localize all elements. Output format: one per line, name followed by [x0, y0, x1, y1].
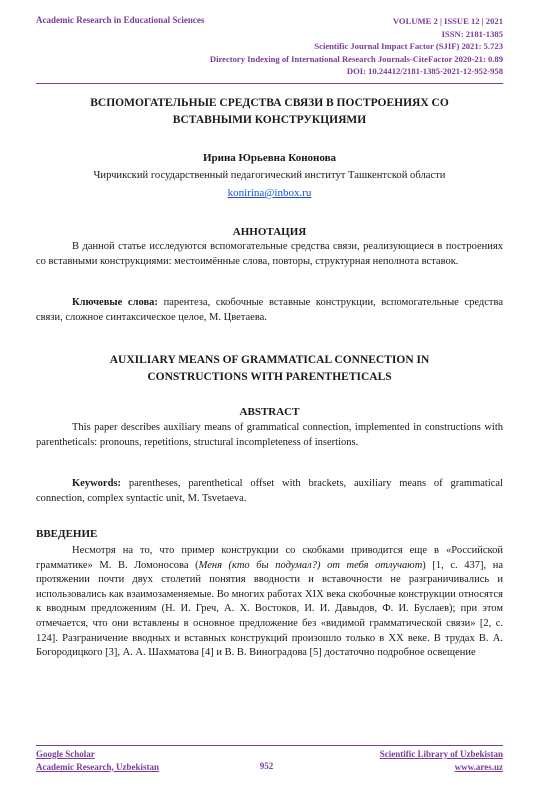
- abstract-text: This paper describes auxiliary means of grammatical connection, implemented in constructions with parentheticals: pronouns, repetitions, structural incompleteness of insertions.: [36, 422, 503, 448]
- author-email-row: [36, 185, 503, 201]
- keywords-ru-label: Ключевые слова:: [72, 297, 158, 308]
- impact-factor: Scientific Journal Impact Factor (SJIF) 2021: 5.723: [314, 41, 503, 51]
- scientific-library-link[interactable]: Scientific Library of Uzbekistan: [379, 749, 503, 759]
- abstract-body: [36, 421, 503, 450]
- indexing-info: Directory Indexing of International Research Journals-CiteFactor 2020-21: 0.89: [209, 53, 503, 64]
- keywords-en-list: parentheses, parenthetical offset with brackets, auxiliary means of grammatical connection, complex syntactic unit, M. Tsvetaeva.: [36, 478, 503, 504]
- author-affiliation: Чирчикский государственный педагогический институт Ташкентской области: [93, 170, 446, 181]
- issn: ISSN: 2181-1385: [441, 28, 503, 39]
- title-en: [36, 352, 503, 386]
- author-name: Ирина Юрьевна Кононова: [202, 152, 337, 164]
- abstract-heading: ABSTRACT: [239, 406, 300, 418]
- volume-issue: VOLUME 2 | ISSUE 12 | 2021: [392, 16, 503, 26]
- intro-paragraph: [36, 544, 503, 661]
- keywords-en: [36, 477, 503, 506]
- journal-meta: [210, 15, 503, 78]
- footer-right: [380, 748, 503, 773]
- title-ru-line2: ВСТАВНЫМИ КОНСТРУКЦИЯМИ: [172, 114, 367, 126]
- intro-example-quote: Меня (кто бы подумал?) от тебя отлучают: [198, 559, 423, 571]
- academic-research-link[interactable]: Academic Research, Uzbekistan: [36, 761, 160, 772]
- keywords-en-text: [36, 477, 503, 506]
- keywords-en-label: Keywords:: [72, 478, 121, 489]
- page-number: 952: [259, 761, 274, 771]
- author-email-link[interactable]: konirina@inbox.ru: [227, 187, 312, 199]
- footer-divider: [36, 745, 503, 746]
- annotation-body: [36, 240, 503, 269]
- doi[interactable]: DOI: 10.24412/2181-1385-2021-12-952-958: [346, 66, 503, 76]
- title-ru-line1: ВСПОМОГАТЕЛЬНЫЕ СРЕДСТВА СВЯЗИ В ПОСТРОЕНИЯХ СО: [90, 97, 449, 109]
- ares-website-link[interactable]: www.ares.uz: [454, 761, 503, 772]
- keywords-ru-text: [36, 296, 503, 325]
- title-en-line1: AUXILIARY MEANS OF GRAMMATICAL CONNECTION IN: [109, 354, 430, 366]
- title-ru: [36, 95, 503, 129]
- google-scholar-link[interactable]: Google Scholar: [36, 749, 95, 759]
- journal-name: Academic Research in Educational Sciences: [36, 15, 205, 25]
- intro-text-b: ) [1, с. 437], на протяжении почти двух столетий понятия вводности и вставочности не разграничивались и использовались как взаимозаменяемые. Во многих работах XIX века скобочные конструкции относятся к вводным предложениям (Н. И. Греч, А. Х. Востоков, И. И. Давыдов, Ф. И. Буслаев); при этом отмечается, что они вставлены в основное предложение без «видимой грамматической связи» [2, с. 124]. Разграничение вводных и вставных конструкций произошло только в XX веке. В трудах В. А. Богородицкого [3], А. А. Шахматова [4] и В. В. Виноградова [5] достаточно подробное освещение: [36, 559, 503, 659]
- title-en-line2: CONSTRUCTIONS WITH PARENTHETICALS: [147, 371, 392, 383]
- keywords-ru: [36, 296, 503, 325]
- header-divider: [36, 83, 503, 84]
- intro-heading: ВВЕДЕНИЕ: [36, 528, 98, 540]
- intro-text-a: Несмотря на то, что пример конструкции со скобками приводится еще в «Российской грамматике» М. В. Ломоносова (: [36, 545, 503, 571]
- annotation-heading: АННОТАЦИЯ: [232, 226, 307, 238]
- intro-body: [36, 544, 503, 661]
- annotation-text: В данной статье исследуются вспомогательные средства связи, реализующиеся в построениях со вставными конструкциями: местоимённые слова, повторы, структурная неполнота вставок.: [36, 241, 503, 267]
- keywords-ru-list: парентеза, скобочные вставные конструкции, вспомогательные средства связи, сложное синтаксическое целое, М. Цветаева.: [36, 297, 504, 323]
